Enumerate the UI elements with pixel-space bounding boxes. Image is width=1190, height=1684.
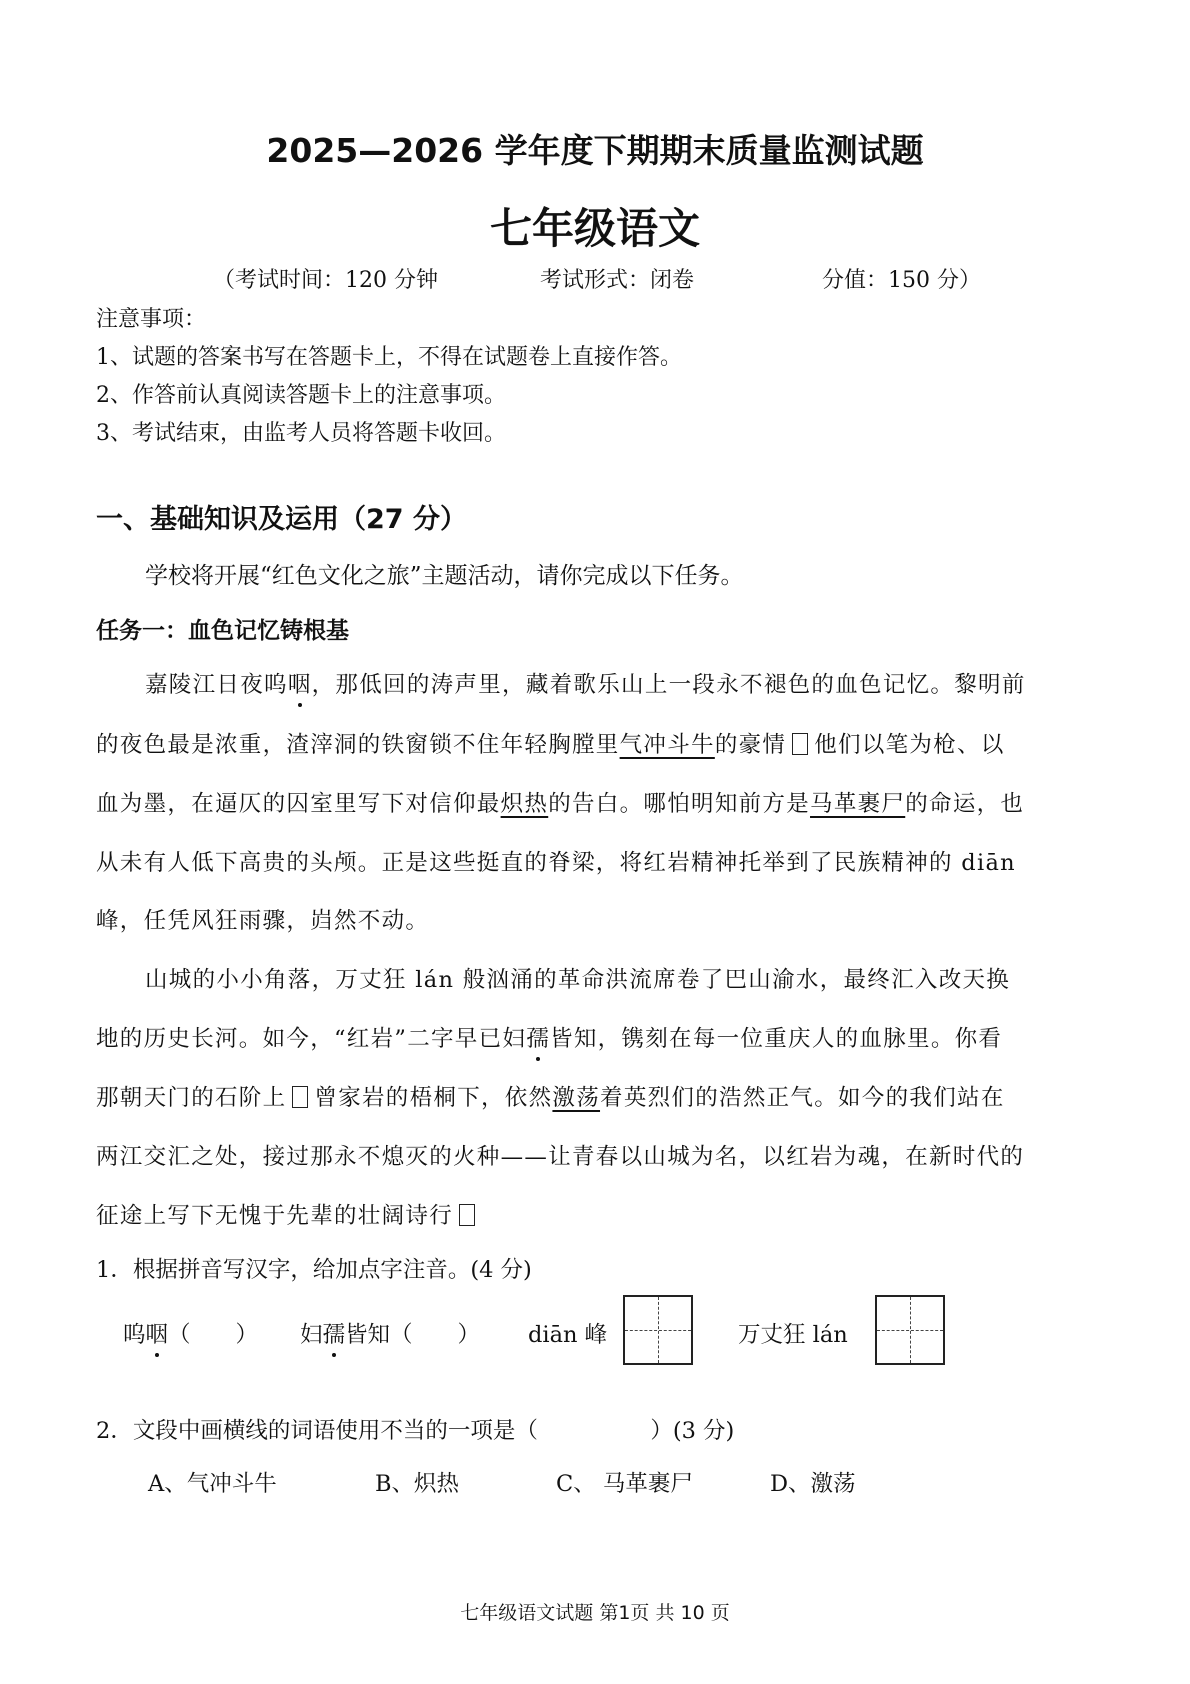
page-footer: 七年级语文试题 第1页 共 10 页 [460, 1602, 730, 1624]
tianzige-writing-box[interactable] [875, 1295, 945, 1365]
answer-blank[interactable]: （ ） [168, 1322, 259, 1348]
underlined-word: 激荡 [552, 1085, 601, 1111]
passage-line: 两江交汇之处，接过那永不熄灭的火种——让青春以山城为名，以红岩为魂，在新时代的 [96, 1144, 1025, 1170]
passage-line: 那朝天门的石阶上 曾家岩的梧桐下，依然激荡着英烈们的浩然正气。如今的我们站在 [96, 1085, 1005, 1111]
note-item: 1、试题的答案书写在答题卡上，不得在试题卷上直接作答。 [96, 345, 682, 370]
passage-line: 峰，任凭风狂雨骤，岿然不动。 [96, 908, 430, 934]
section-heading: 一、基础知识及运用（27 分） [96, 504, 467, 535]
notes-heading: 注意事项： [96, 307, 207, 332]
dotted-char: 咽 [288, 667, 312, 699]
punctuation-blank-box [792, 733, 808, 755]
passage-line: 地的历史长河。如今，“红岩”二字早已妇孺皆知，镌刻在每一位重庆人的血脉里。你看 [96, 1021, 1002, 1053]
passage-line: 征途上写下无愧于先辈的壮阔诗行 [96, 1198, 481, 1230]
option-d[interactable]: D、激荡 [770, 1471, 856, 1497]
q1-item-furu: 妇孺皆知（ ） [300, 1317, 480, 1349]
dotted-char: 咽 [146, 1317, 169, 1349]
answer-blank[interactable]: （ ） [390, 1322, 481, 1348]
exam-time: （考试时间：120 分钟 [213, 268, 438, 293]
punctuation-blank-box [459, 1204, 475, 1226]
exam-score: 分值：150 分） [822, 268, 981, 293]
question-2-stem: 2．文段中画横线的词语使用不当的一项是（ ）(3 分) [96, 1418, 735, 1444]
dotted-char: 孺 [526, 1021, 550, 1053]
q1-item-dian: diān 峰 [528, 1322, 608, 1348]
note-item: 3、考试结束，由监考人员将答题卡收回。 [96, 421, 506, 446]
passage-line: 山城的小小角落，万丈狂 lán 般汹涌的革命洪流席卷了巴山渝水，最终汇入改天换 [145, 967, 1011, 993]
underlined-word: 炽热 [500, 791, 549, 817]
section-intro: 学校将开展“红色文化之旅”主题活动，请你完成以下任务。 [145, 563, 744, 589]
underlined-word: 气冲斗牛 [619, 732, 715, 758]
dotted-char: 孺 [323, 1317, 346, 1349]
tianzige-writing-box[interactable] [623, 1295, 693, 1365]
q1-item-wuyan: 呜咽（ ） [123, 1317, 258, 1349]
passage-line: 的夜色最是浓重，渣滓洞的铁窗锁不住年轻胸膛里气冲斗牛的豪情 他们以笔为枪、以 [96, 732, 1005, 758]
underlined-word: 马革裹尸 [810, 791, 906, 817]
passage-line: 从未有人低下高贵的头颅。正是这些挺直的脊梁，将红岩精神托举到了民族精神的 diān [96, 850, 1016, 876]
passage-line: 血为墨，在逼仄的囚室里写下对信仰最炽热的告白。哪怕明知前方是马革裹尸的命运，也 [96, 791, 1025, 817]
option-b[interactable]: B、炽热 [375, 1471, 460, 1497]
passage-line: 嘉陵江日夜呜咽，那低回的涛声里，藏着歌乐山上一段永不褪色的血色记忆。黎明前 [145, 667, 1026, 699]
exam-form: 考试形式：闭卷 [540, 268, 695, 293]
option-c[interactable]: C、 马革裹尸 [556, 1471, 693, 1497]
option-a[interactable]: A、气冲斗牛 [148, 1471, 277, 1497]
exam-title: 2025—2026 学年度下期期末质量监测试题 [266, 131, 924, 170]
note-item: 2、作答前认真阅读答题卡上的注意事项。 [96, 383, 506, 408]
punctuation-blank-box [292, 1086, 308, 1108]
question-1-stem: 1．根据拼音写汉字，给加点字注音。(4 分) [96, 1257, 532, 1283]
task-heading: 任务一：血色记忆铸根基 [96, 618, 349, 644]
q1-item-lan: 万丈狂 lán [738, 1322, 848, 1348]
subject-title: 七年级语文 [489, 204, 700, 253]
